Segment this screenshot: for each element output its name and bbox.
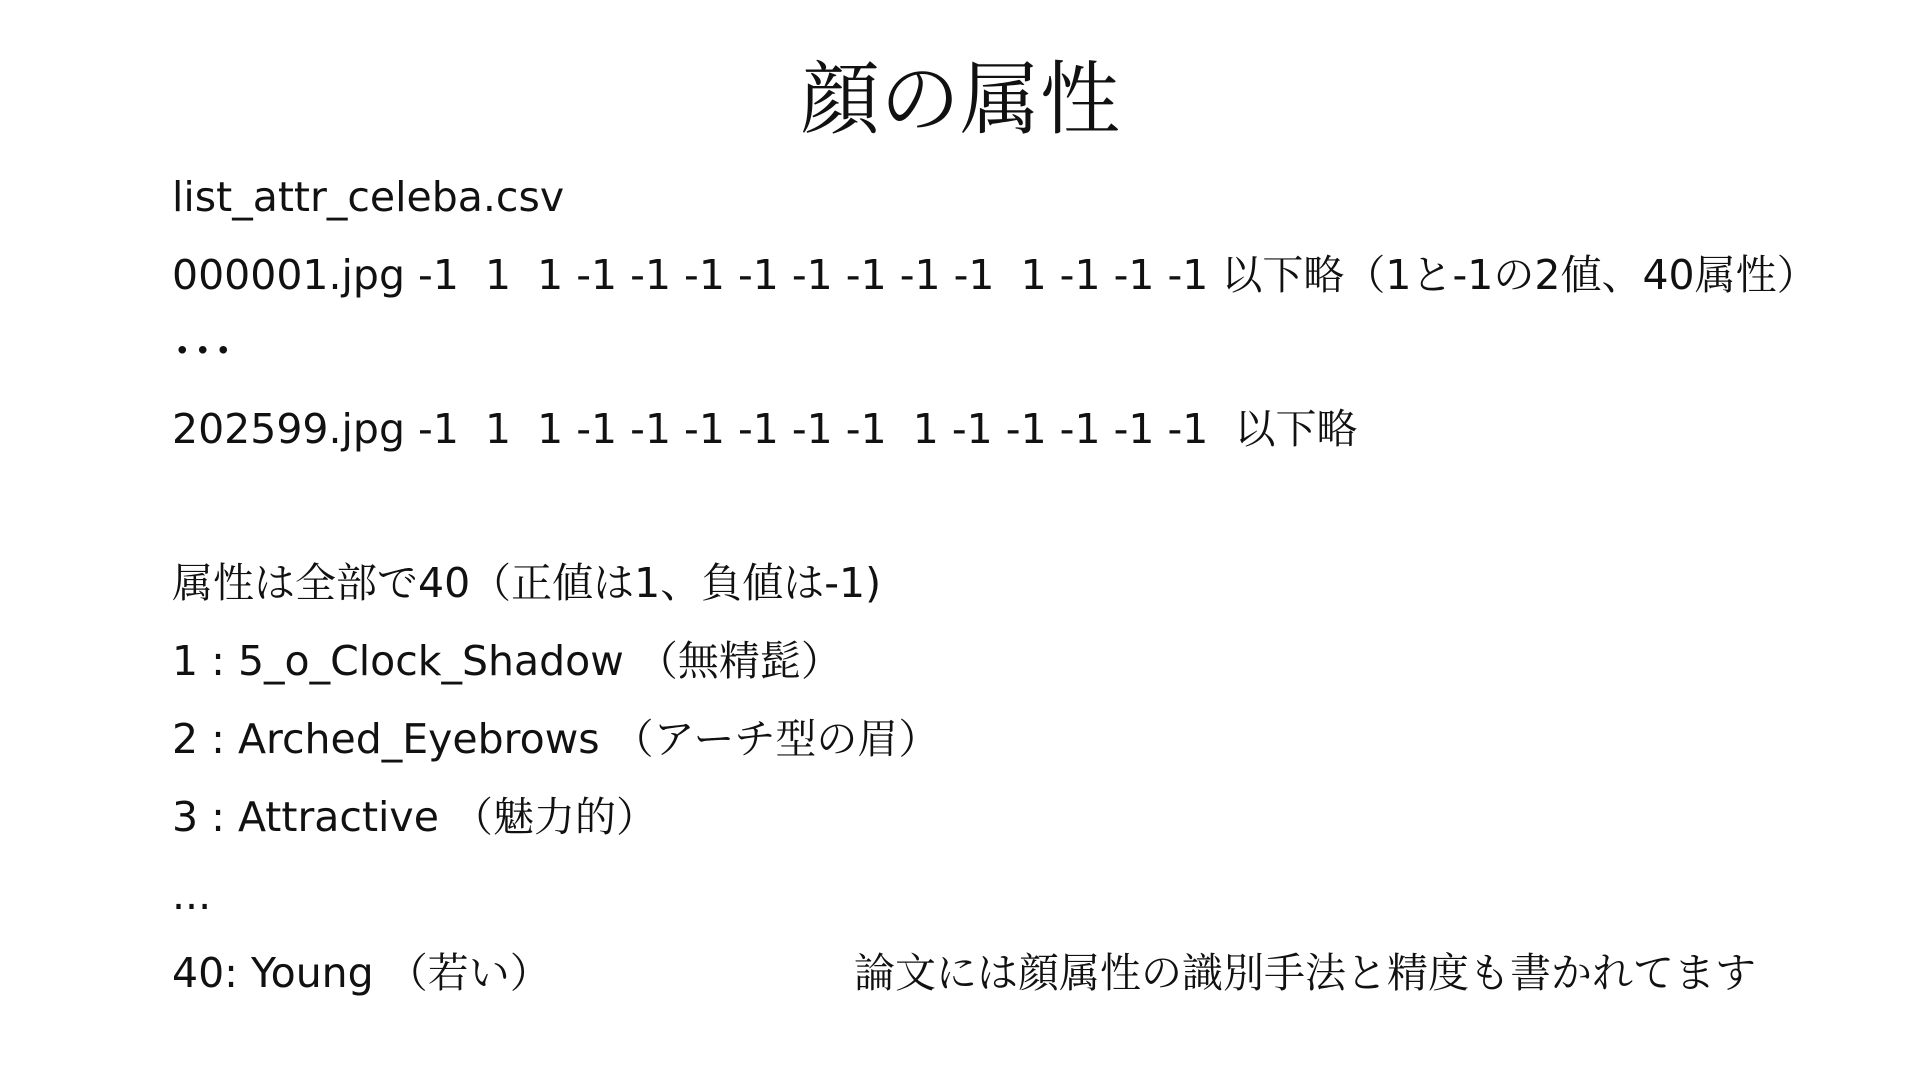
csv-row-last: 202599.jpg -1 1 1 -1 -1 -1 -1 -1 -1 1 -1 -1 -1 -1 -1 以下略 <box>172 405 1358 453</box>
attribute-ellipsis: ... <box>172 871 212 919</box>
csv-row-first: 000001.jpg -1 1 1 -1 -1 -1 -1 -1 -1 -1 -1 1 -1 -1 -1 以下略（1と-1の2値、40属性） <box>172 251 1818 299</box>
attribute-summary: 属性は全部で40（正値は1、負値は-1) <box>172 559 882 607</box>
attribute-item: 40: Young （若い） <box>172 949 551 997</box>
attribute-item: 3 : Attractive （魅力的） <box>172 793 657 841</box>
paper-note: 論文には顔属性の識別手法と精度も書かれてます <box>854 949 1756 997</box>
csv-row-ellipsis: ･･･ <box>172 327 234 375</box>
slide-title: 顔の属性 <box>800 53 1120 146</box>
attribute-item: 2 : Arched_Eyebrows （アーチ型の眉） <box>172 715 940 763</box>
attribute-item: 1 : 5_o_Clock_Shadow （無精髭） <box>172 637 842 685</box>
csv-filename: list_attr_celeba.csv <box>172 173 565 221</box>
